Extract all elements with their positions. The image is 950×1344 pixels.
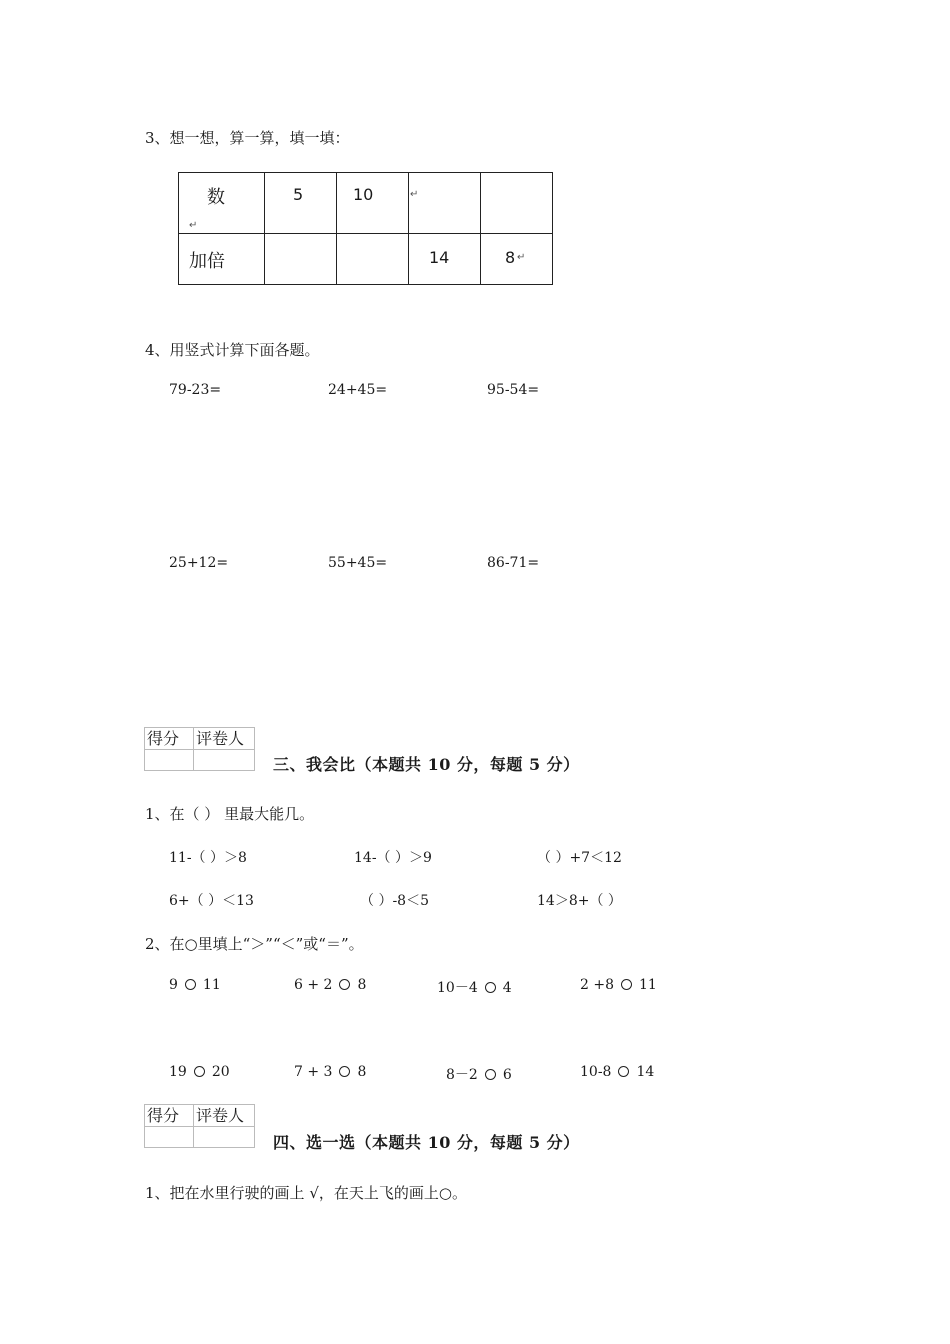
table-row — [179, 234, 553, 285]
circle-compare-item — [294, 977, 366, 993]
circle-compare-item — [580, 1064, 654, 1080]
return-mark-icon: ↵ — [517, 252, 526, 263]
q4-title: 4、用竖式计算下面各题。 — [145, 341, 320, 359]
right-operand: 8 — [357, 1064, 367, 1080]
compare-problem: 14-（ ）＞9 — [354, 850, 432, 866]
right-operand: 20 — [211, 1064, 230, 1080]
table-row — [179, 173, 553, 234]
calc-problem: 79-23= — [169, 382, 222, 398]
right-operand: 6 — [502, 1067, 512, 1083]
cell-value: 10 — [353, 185, 374, 204]
compare-problem: （ ）+7＜12 — [537, 850, 622, 866]
row-label-double: 加倍 — [189, 251, 225, 272]
left-operand: 19 — [169, 1064, 187, 1080]
compare-problem: 11-（ ）＞8 — [169, 850, 247, 866]
compare-problem: 14＞8+（ ） — [537, 893, 622, 909]
s3-q1-title: 1、在（ ） 里最大能几。 — [145, 805, 315, 823]
calc-problem: 25+12= — [169, 555, 229, 571]
cell-value: 14 — [429, 248, 450, 267]
table-cell — [409, 234, 481, 285]
double-table — [178, 172, 553, 285]
answer-circle-icon — [339, 1066, 350, 1077]
left-operand: 6 + 2 — [294, 977, 333, 993]
section-heading: 四、选一选（本题共 10 分，每题 5 分） — [273, 1133, 580, 1152]
grader-label: 评卷人 — [194, 1105, 255, 1127]
cell-value: 8 — [505, 248, 516, 267]
score-label: 得分 — [145, 1105, 194, 1127]
calc-problem: 86-71= — [487, 555, 540, 571]
circle-compare-item — [169, 1064, 230, 1080]
s4-q1-title: 1、把在水里行驶的画上 √，在天上飞的画上○。 — [145, 1184, 467, 1202]
calc-problem: 95-54= — [487, 382, 540, 398]
section-heading: 三、我会比（本题共 10 分，每题 5 分） — [273, 755, 580, 774]
circle-compare-item — [437, 977, 512, 997]
right-operand: 4 — [502, 980, 512, 996]
right-operand: 8 — [357, 977, 367, 993]
answer-circle-icon — [485, 1069, 496, 1080]
score-label: 得分 — [145, 728, 194, 750]
answer-circle-icon — [185, 979, 196, 990]
grader-field — [194, 750, 255, 771]
row-label-number: 数 — [207, 187, 225, 208]
table-cell — [409, 173, 481, 234]
table-cell — [481, 173, 553, 234]
compare-problem: （ ）-8＜5 — [360, 893, 429, 909]
table-cell — [179, 173, 265, 234]
calc-problem: 55+45= — [328, 555, 388, 571]
score-box — [144, 727, 255, 771]
answer-circle-icon — [485, 982, 496, 993]
answer-circle-icon — [339, 979, 350, 990]
left-operand: 10-8 — [580, 1064, 612, 1080]
table-cell — [265, 173, 337, 234]
table-cell — [337, 234, 409, 285]
compare-problem: 6+（ ）＜13 — [169, 893, 254, 909]
table-cell — [179, 234, 265, 285]
table-cell — [265, 234, 337, 285]
circle-compare-item — [169, 977, 221, 993]
return-mark-icon: ↵ — [410, 189, 419, 200]
grader-field — [194, 1127, 255, 1148]
circle-compare-item — [446, 1064, 512, 1084]
score-field — [145, 750, 194, 771]
s3-q2-title: 2、在○里填上“＞”“＜”或“＝”。 — [145, 935, 364, 953]
table-cell — [337, 173, 409, 234]
q3-title: 3、想一想，算一算，填一填： — [145, 129, 350, 147]
score-field — [145, 1127, 194, 1148]
return-mark-icon: ↵ — [189, 220, 198, 231]
left-operand: 10－4 — [437, 980, 478, 996]
left-operand: 8－2 — [446, 1067, 478, 1083]
left-operand: 2 +8 — [580, 977, 614, 993]
answer-circle-icon — [621, 979, 632, 990]
score-box — [144, 1104, 255, 1148]
left-operand: 9 — [169, 977, 178, 993]
table-cell — [481, 234, 553, 285]
circle-compare-item — [294, 1064, 366, 1080]
left-operand: 7 + 3 — [294, 1064, 333, 1080]
right-operand: 11 — [202, 977, 221, 993]
circle-compare-item — [580, 977, 657, 993]
answer-circle-icon — [618, 1066, 629, 1077]
right-operand: 14 — [636, 1064, 655, 1080]
grader-label: 评卷人 — [194, 728, 255, 750]
answer-circle-icon — [194, 1066, 205, 1077]
calc-problem: 24+45= — [328, 382, 388, 398]
right-operand: 11 — [639, 977, 657, 993]
cell-value: 5 — [293, 185, 304, 204]
